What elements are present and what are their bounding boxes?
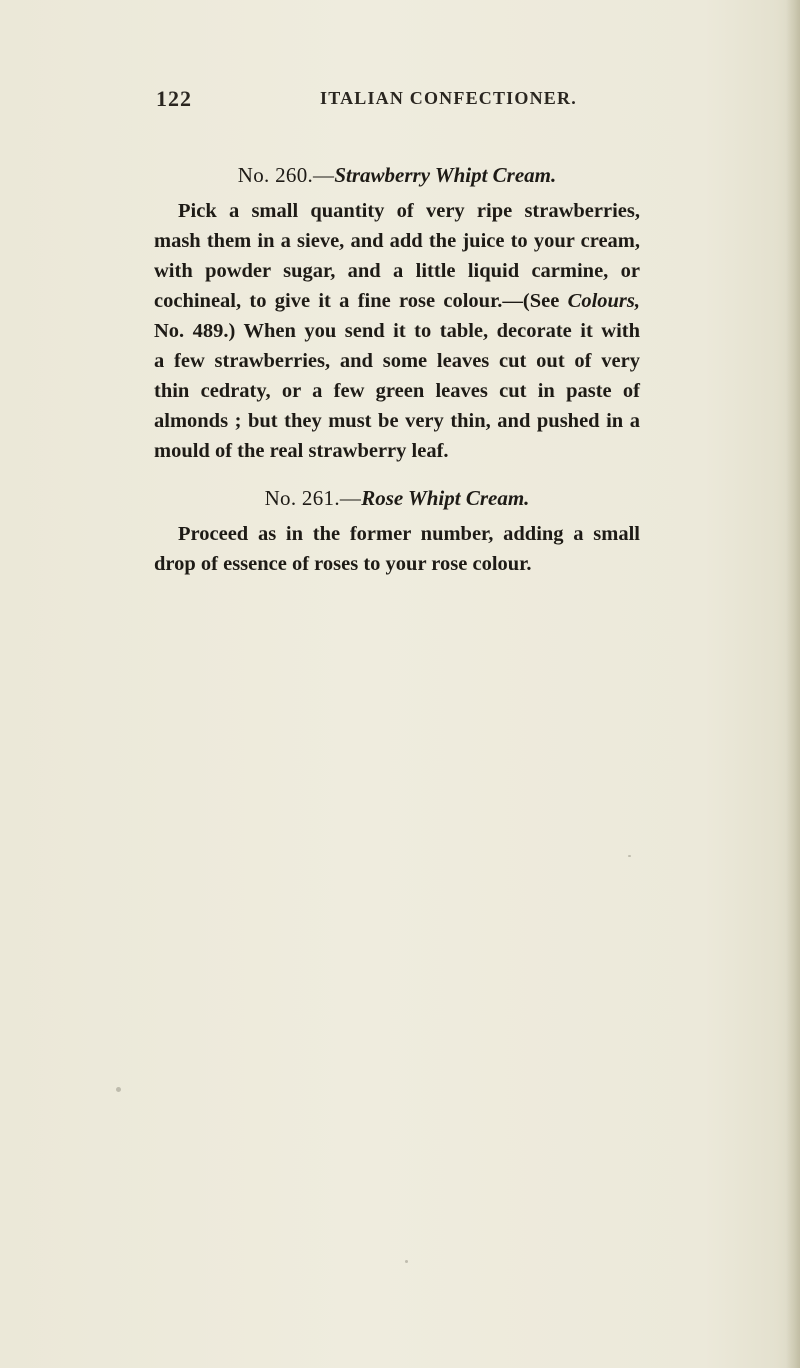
paragraph-line: Proceed as in the former number, adding a small	[178, 523, 640, 545]
recipe-number: No. 261.—	[264, 486, 362, 510]
paragraph-line: almonds ; but they must be very thin, and pushed in a	[154, 410, 640, 432]
page-number: 122	[156, 86, 192, 111]
recipe-heading-260	[154, 160, 640, 190]
page-header	[0, 86, 800, 116]
recipe-text	[154, 160, 640, 579]
spacer	[154, 466, 640, 483]
paper-speck	[628, 855, 631, 857]
paragraph-line: with powder sugar, and a little liquid carmine, or	[154, 260, 640, 282]
paragraph-line: mould of the real strawberry leaf.	[154, 440, 449, 462]
running-head: ITALIAN CONFECTIONER.	[320, 88, 577, 108]
paragraph-line: Pick a small quantity of very ripe strawberries,	[178, 200, 640, 222]
paragraph-line: drop of essence of roses to your rose colour.	[154, 553, 532, 575]
recipe-title: Rose Whipt Cream.	[361, 486, 530, 510]
paper-speck	[116, 1087, 121, 1092]
paragraph-line: a few strawberries, and some leaves cut out of very	[154, 350, 640, 372]
recipe-heading-261	[154, 483, 640, 513]
paragraph-line: mash them in a sieve, and add the juice to your cream,	[154, 230, 640, 252]
paper-speck	[405, 1260, 408, 1263]
line-text: cochineal, to give it a fine rose colour.—(See	[154, 290, 568, 312]
recipe-number: No. 260.—	[237, 163, 335, 187]
cross-reference: Colours,	[567, 290, 640, 312]
page-edge-shadow	[786, 0, 800, 1368]
paragraph-line: thin cedraty, or a few green leaves cut in paste of	[154, 380, 640, 402]
paragraph-line: No. 489.) When you send it to table, decorate it with	[154, 320, 640, 342]
recipe-title: Strawberry Whipt Cream.	[334, 163, 557, 187]
paragraph-line	[154, 286, 640, 316]
